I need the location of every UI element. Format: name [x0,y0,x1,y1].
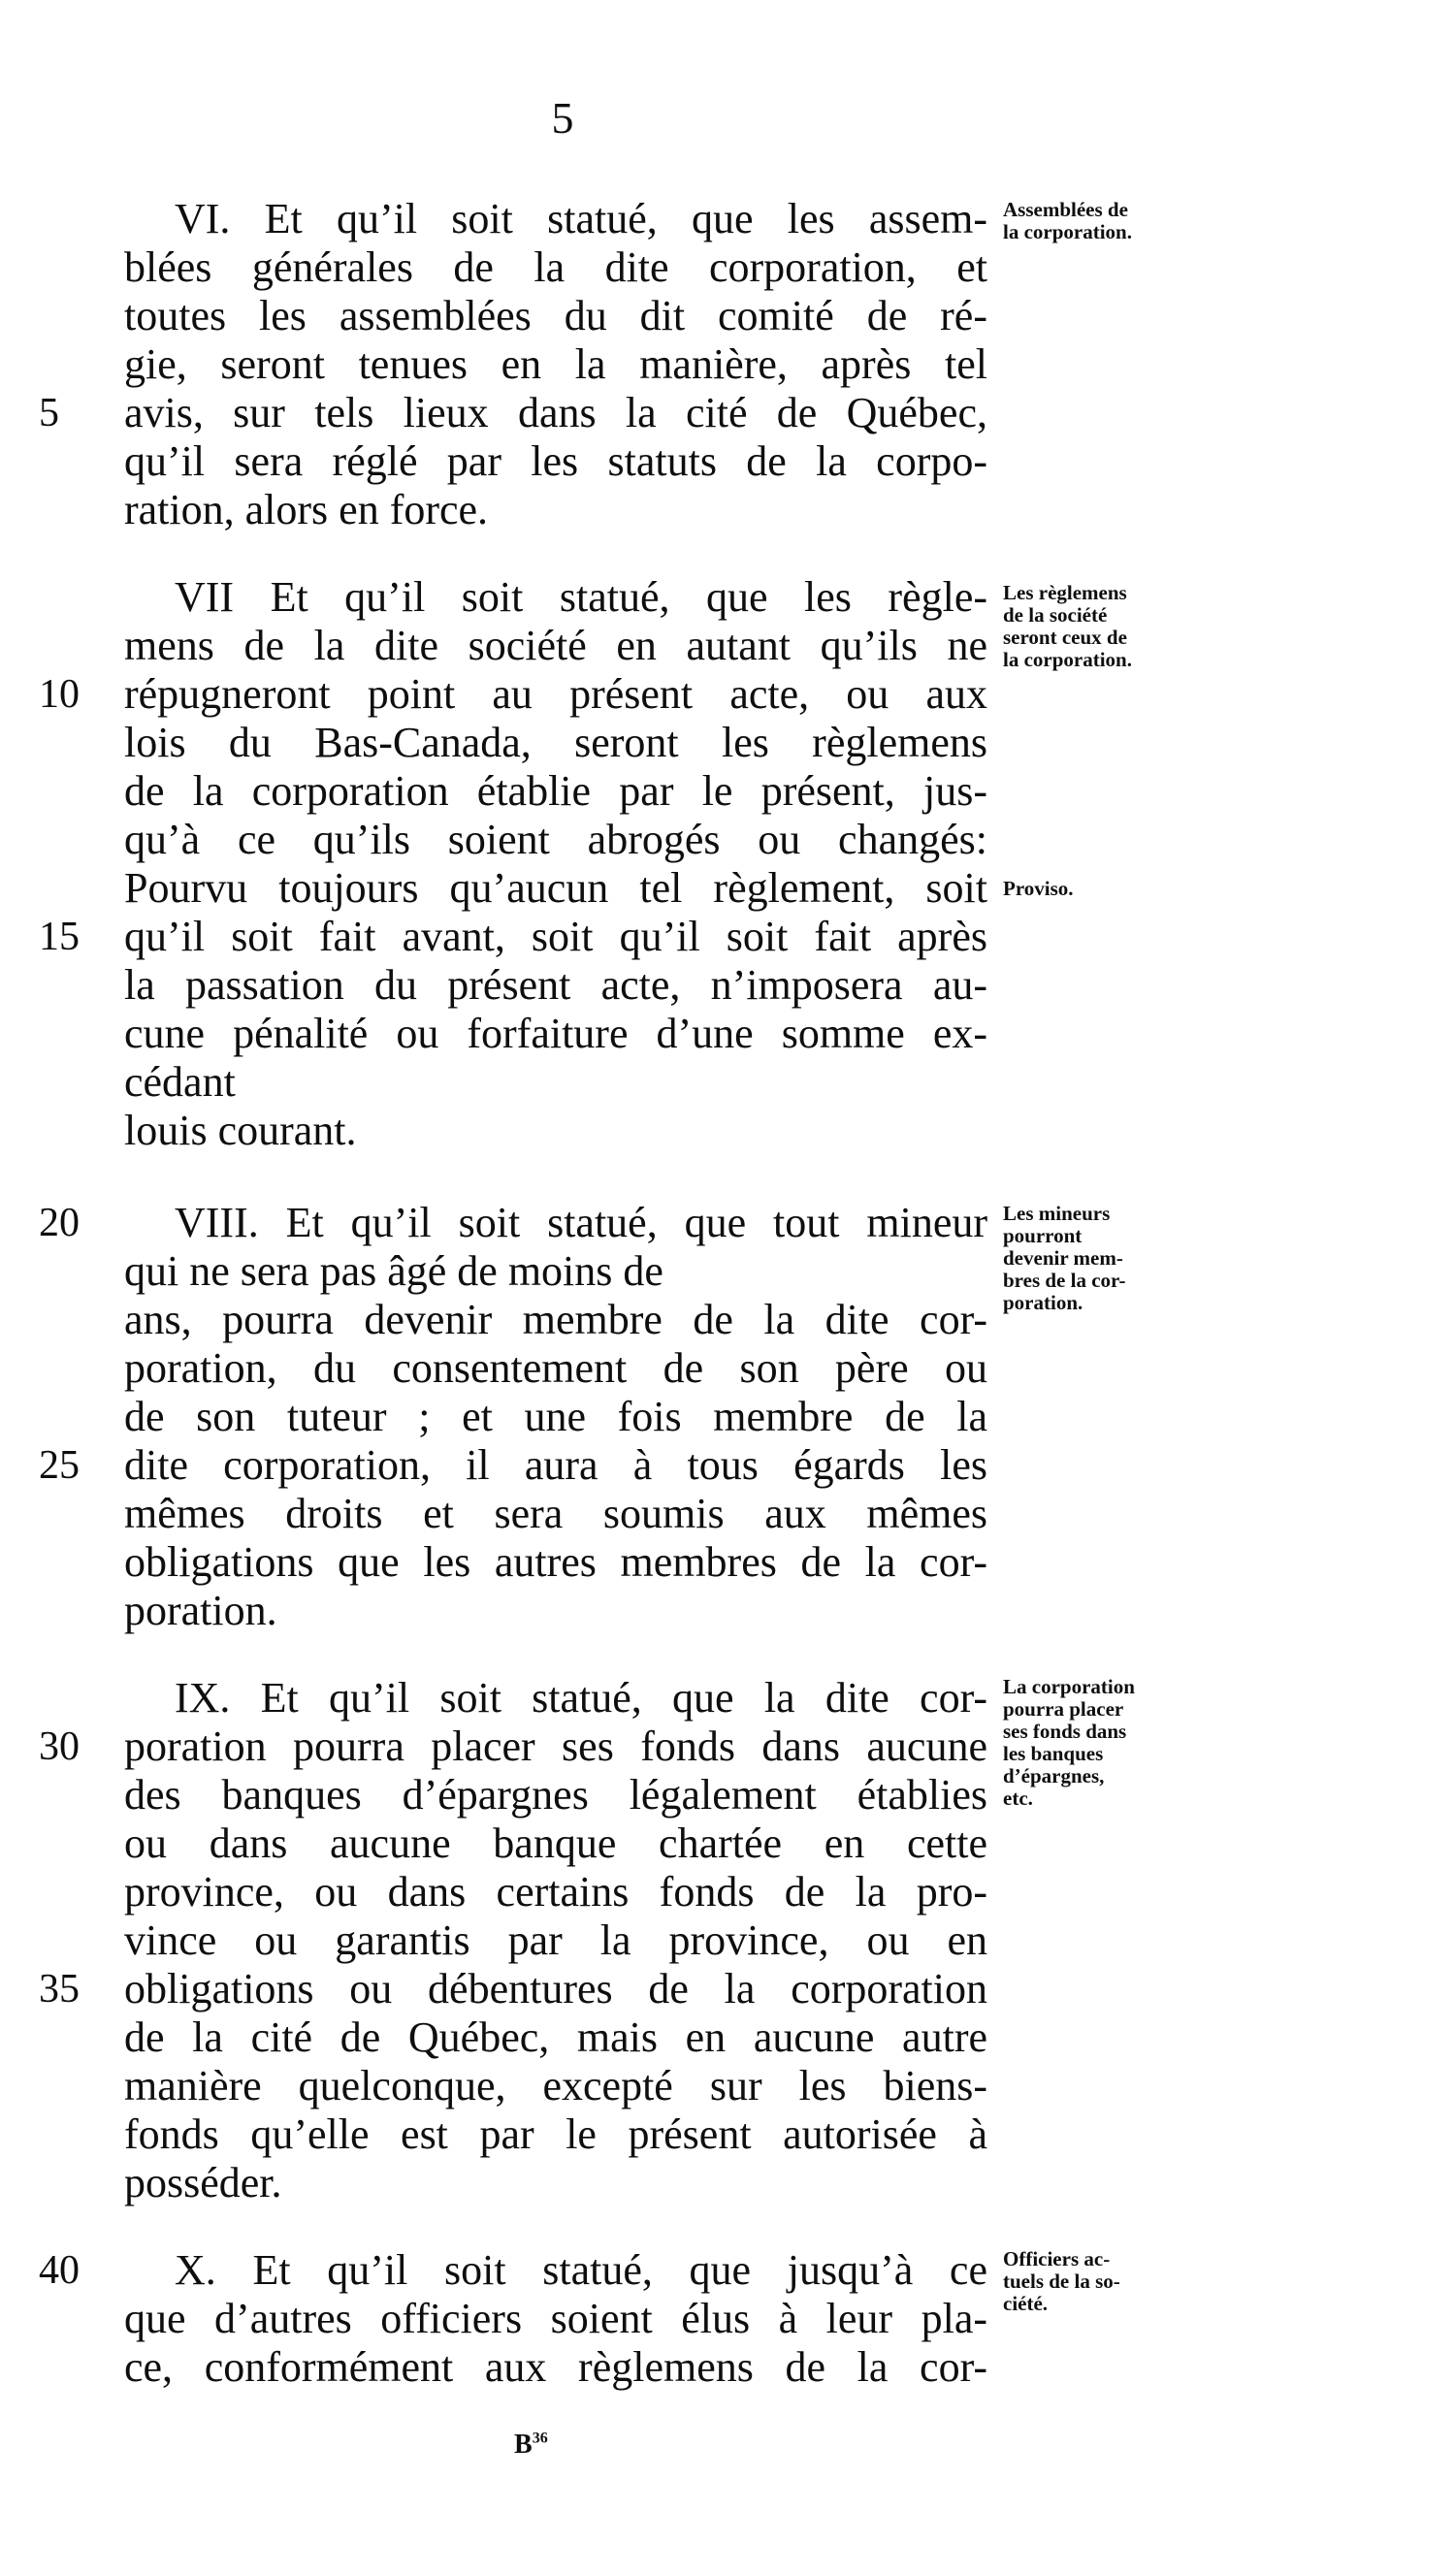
margin-note [1003,2248,1197,2315]
text-line: qu’il soit fait avant, soit qu’il soit fait après [124,913,987,960]
text-line: poration pourra placer ses fonds dans aucune [124,1723,987,1770]
margin-note-line: Proviso. [1003,877,1074,900]
text-line: ce, conformément aux règlemens de la cor- [124,2343,987,2391]
text-line: blées générales de la dite corporation, et [124,243,987,291]
margin-note-line: poration. [1003,1291,1083,1314]
text-line: dite corporation, il aura à tous égards les [124,1441,987,1489]
line-number: 35 [39,1967,80,2012]
margin-note-line: pourra placer [1003,1697,1124,1721]
margin-note-line: etc. [1003,1787,1033,1810]
margin-note-line: pourront [1003,1224,1083,1247]
margin-note-line: de la société [1003,603,1108,627]
text-line: VI. Et qu’il soit statué, que les assem- [175,195,987,242]
margin-note [1003,1203,1197,1314]
text-line: toutes les assemblées du dit comité de ré- [124,292,987,339]
text-line: manière quelconque, excepté sur les biens- [124,2062,987,2109]
text-line: de son tuteur ; et une fois membre de la [124,1393,987,1440]
margin-note-line: la corporation. [1003,220,1132,243]
margin-note-line: Officiers ac- [1003,2247,1111,2270]
text-line: de la corporation établie par le présent, jus- [124,767,987,815]
text-line: obligations que les autres membres de la cor- [124,1538,987,1586]
margin-note [1003,878,1197,900]
margin-note-line: bres de la cor- [1003,1269,1126,1292]
margin-note-line: La corporation [1003,1675,1135,1698]
text-line: qu’il sera réglé par les statuts de la corpo- [124,437,987,485]
line-number: 10 [39,672,80,717]
text-line: obligations ou débentures de la corporation [124,1965,987,2012]
text-line: vince ou garantis par la province, ou en [124,1916,987,1964]
text-line: qui ne sera pas âgé de moins de [124,1247,663,1295]
text-line: cédant [124,1058,236,1106]
margin-note-line: seront ceux de [1003,626,1127,649]
margin-note-line: tuels de la so- [1003,2270,1120,2293]
text-line: ou dans aucune banque chartée en cette [124,1819,987,1867]
signature-letter: B [514,2430,533,2460]
margin-note-line: ses fonds dans [1003,1720,1127,1743]
text-line: des banques d’épargnes légalement établies [124,1771,987,1819]
text-line: VII Et qu’il soit statué, que les règle- [175,573,987,621]
text-line: VIII. Et qu’il soit statué, que tout mineur [175,1199,987,1246]
line-number: 30 [39,1724,80,1769]
signature-number: 36 [532,2430,548,2447]
text-line: avis, sur tels lieux dans la cité de Québec, [124,389,987,436]
line-number: 40 [39,2248,80,2293]
text-line: poration, du consentement de son père ou [124,1344,987,1392]
text-line: de la cité de Québec, mais en aucune autre [124,2013,987,2061]
text-line: louis courant. [124,1107,357,1154]
margin-note [1003,1676,1197,1810]
text-line: gie, seront tenues en la manière, après tel [124,340,987,388]
margin-note-line: Assemblées de [1003,198,1128,221]
line-number: 5 [39,391,59,435]
text-line: lois du Bas-Canada, seront les règlemens [124,719,987,766]
text-line: mêmes droits et sera soumis aux mêmes [124,1490,987,1537]
margin-note [1003,582,1197,671]
text-line: posséder. [124,2159,282,2206]
text-line: ans, pourra devenir membre de la dite cor- [124,1296,987,1343]
line-number: 20 [39,1201,80,1245]
margin-note-line: d’épargnes, [1003,1764,1105,1787]
text-line: fonds qu’elle est par le présent autorisée à [124,2110,987,2158]
text-line: que d’autres officiers soient élus à leur pla- [124,2295,987,2342]
margin-note-line: devenir mem- [1003,1246,1123,1270]
text-line: ration, alors en force. [124,486,489,533]
text-line: IX. Et qu’il soit statué, que la dite cor- [175,1674,987,1722]
text-line: qu’à ce qu’ils soient abrogés ou changés: [124,816,987,863]
line-number: 25 [39,1443,80,1488]
text-line: la passation du présent acte, n’imposera au- [124,961,987,1009]
page-number: 5 [551,93,574,143]
margin-note-line: Les mineurs [1003,1202,1111,1225]
signature-mark [514,2430,548,2461]
text-line: poration. [124,1587,277,1634]
text-line: X. Et qu’il soit statué, que jusqu’à ce [175,2246,987,2294]
text-line: répugneront point au présent acte, ou aux [124,670,987,718]
text-line: cune pénalité ou forfaiture d’une somme ex- [124,1010,987,1057]
text-line: province, ou dans certains fonds de la pro- [124,1868,987,1916]
line-number: 15 [39,915,80,959]
margin-note-line: les banques [1003,1742,1104,1765]
margin-note [1003,199,1197,243]
margin-note-line: ciété. [1003,2292,1049,2315]
text-line: Pourvu toujours qu’aucun tel règlement, soit [124,864,987,912]
margin-note-line: Les règlemens [1003,581,1127,604]
margin-note-line: la corporation. [1003,648,1132,671]
text-line: mens de la dite société en autant qu’ils ne [124,622,987,669]
